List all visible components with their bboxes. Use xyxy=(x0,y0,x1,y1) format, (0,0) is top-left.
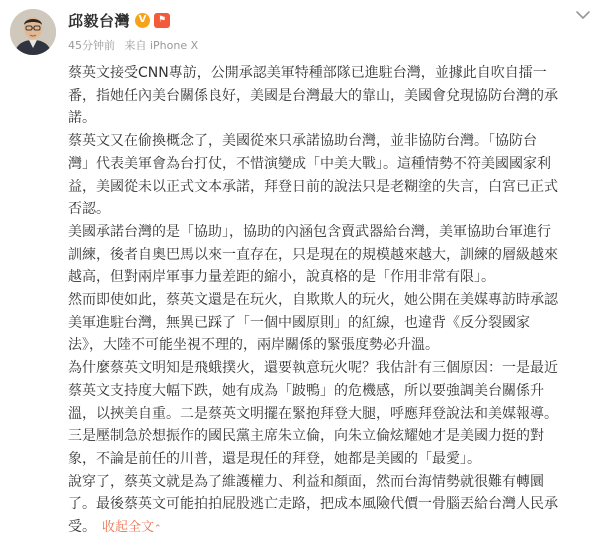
post-line: 諾。 xyxy=(68,110,96,127)
collapse-label: 收起全文 xyxy=(102,520,155,536)
post-line: 番，指她任內美台關係良好，美國是台灣最大的靠山，美國會兌現協防台灣的承 xyxy=(68,87,558,104)
collapse-text-link[interactable] xyxy=(102,520,162,535)
post-line: 蔡英文接受CNN專訪，公開承認美軍特種部隊已進駐台灣，並據此自吹自擂一 xyxy=(68,65,547,81)
user-name[interactable]: 邱毅台灣 xyxy=(68,11,131,30)
avatar-portrait-icon xyxy=(10,9,56,55)
post-last-line xyxy=(68,516,586,541)
avatar[interactable] xyxy=(10,9,56,55)
chevron-up-icon: ⌃ xyxy=(154,524,162,535)
chevron-down-icon[interactable] xyxy=(576,10,590,20)
post-line: 為什麼蔡英文明知是飛蛾撲火，還要執意玩火呢？我估計有三個原因：一是最近 xyxy=(68,360,558,377)
post-line: 蔡英文支持度大幅下跌，她有成為「跛鴨」的危機感，所以要強調美台關係升 xyxy=(68,382,544,399)
post-line: 了。最後蔡英文可能拍拍屁股逃亡走路，把成本風險代價一骨腦丟給台灣人民承 xyxy=(68,496,558,513)
post-line: 益，美國從未以正式文本承諾，拜登日前的說法只是老糊塗的失言，白宮已正式 xyxy=(68,178,558,195)
post-line: 灣」代表美軍會為台打仗，不惜演變成「中美大戰」。這種情勢不符美國國家利 xyxy=(68,155,551,172)
name-row xyxy=(68,9,170,31)
post-header xyxy=(0,0,600,62)
post-line: 訓練，後者自奧巴馬以來一直存在，只是現在的規模越來越大，訓練的層級越來 xyxy=(68,246,558,263)
post-line: 蔡英文又在偷換概念了，美國從來只承諾協助台灣，並非協防台灣。「協防台 xyxy=(68,133,537,150)
post-source: 来自 iPhone X xyxy=(124,39,199,52)
post-line: 法》，大陸不可能坐視不理的，兩岸關係的緊張度勢必升溫。 xyxy=(68,337,439,354)
post-line: 說穿了，蔡英文就是為了維護權力、利益和顏面，然而台海情勢就很難有轉圜 xyxy=(68,473,544,490)
post-time: 45分钟前 xyxy=(68,39,115,52)
post-line: 然而即使如此，蔡英文還是在玩火，自欺欺人的玩火，她公開在美媒專訪時承認 xyxy=(68,292,558,309)
post-line: 美軍進駐台灣，無異已踩了「一個中國原則」的紅線，也違背《反分裂國家 xyxy=(68,314,530,331)
member-badge-icon: ⚑ xyxy=(154,13,170,28)
post-line: 越高，但對兩岸軍事力量差距的縮小，說真格的是「作用非常有限」。 xyxy=(68,269,495,286)
post-line-end: 受。 xyxy=(68,519,96,536)
post-line: 否認。 xyxy=(68,201,110,218)
post-line: 三是壓制急於想振作的國民黨主席朱立倫，向朱立倫炫耀她才是美國力挺的對 xyxy=(68,428,544,445)
post-line: 溫，以挾美自重。二是蔡英文明擺在緊抱拜登大腿，呼應拜登說法和美媒報導。 xyxy=(68,405,558,422)
post-line: 象，不論是前任的川普，還是現任的拜登，她都是美國的「最愛」。 xyxy=(68,450,481,467)
post-meta xyxy=(68,37,198,53)
verified-icon: V xyxy=(135,13,150,28)
post-line: 美國承諾台灣的是「協助」，協助的內涵包含賣武器給台灣，美軍協助台軍進行 xyxy=(68,223,551,240)
post-content xyxy=(68,62,586,541)
